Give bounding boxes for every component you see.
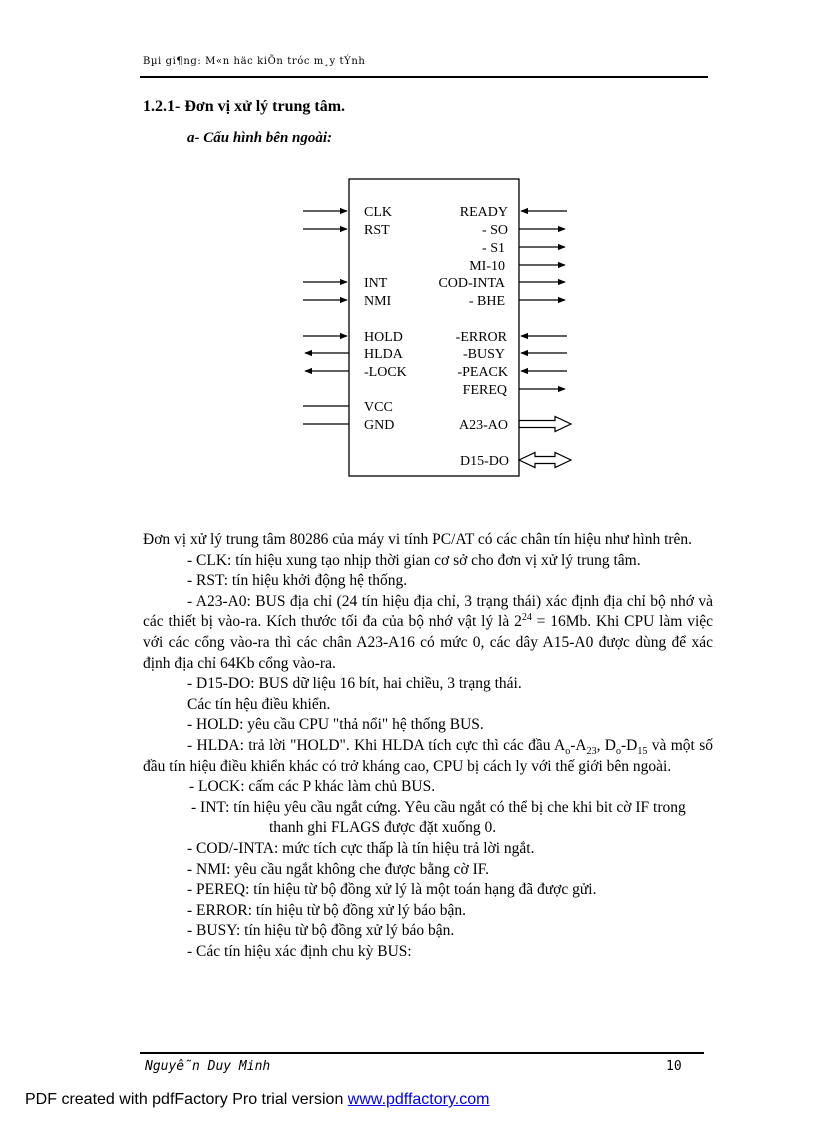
pin-label-lock: -LOCK (364, 365, 407, 380)
clk-description: - CLK: tín hiệu xung tạo nhịp thời gian cơ sở cho đơn vị xử lý trung tâm. (187, 551, 641, 569)
power-exponent: 24 (521, 612, 532, 624)
control-signals-heading: Các tín hệu điều khiển. (187, 695, 331, 713)
subscript-15: 15 (637, 746, 648, 758)
pin-label-mio: MI-10 (469, 259, 505, 274)
hold-description: - HOLD: yêu cầu CPU "thả nổi" hệ thống BUS. (187, 716, 484, 734)
pin-label-hlda: HLDA (364, 347, 403, 362)
cpu-pin-diagram (0, 0, 816, 520)
hlda-text-e: và một số đầu tín hiệu điều khiển khác có trở kháng cao, CPU bị cách ly với thế giới bên ngoài. (143, 736, 713, 775)
pereq-description: - PEREQ: tín hiệu từ bộ đồng xử lý là một toán hạng đã được gửi. (187, 881, 597, 899)
int-description: - INT: tín hiệu yêu cầu ngắt cứng. Yêu cầu ngắt có thể bị che khi bit cờ IF trong thanh ghi FLAGS được đặt xuống 0. (191, 798, 686, 837)
pin-label-a23-a0: A23-AO (459, 418, 508, 433)
hlda-text-a: - HLDA: trả lời "HOLD". Khi HLDA tích cực thì các đầu A (187, 736, 566, 754)
pin-label-cod-inta: COD-INTA (438, 276, 505, 291)
subscript-o: o (565, 746, 571, 758)
busy-description: - BUSY: tín hiệu từ bộ đồng xử lý báo bận. (187, 922, 455, 940)
bus-cycle-description: - Các tín hiệu xác định chu kỳ BUS: (187, 942, 412, 960)
lock-description: - LOCK: cấm các P khác làm chủ BUS. (189, 778, 436, 796)
data-bus-arrow (519, 453, 571, 468)
hlda-text-b: -A (570, 736, 587, 754)
footer-rule (140, 1052, 704, 1054)
pin-label-so: - SO (481, 223, 508, 238)
intro-paragraph: Đơn vị xử lý trung tâm 80286 của máy vi tính PC/AT có các chân tín hiệu như hình trên. (143, 531, 693, 548)
pin-label-bhe: - BHE (468, 294, 505, 309)
error-description: - ERROR: tín hiệu từ bộ đồng xử lý báo bận. (187, 901, 466, 919)
pdf-creator-note (25, 1091, 489, 1109)
hlda-description (143, 736, 713, 777)
data-bus-description: - D15-DO: BUS dữ liệu 16 bít, hai chiều, 3 trạng thái. (187, 675, 522, 693)
body-text (143, 530, 713, 962)
address-bus-text-a: - A23-A0: BUS địa chỉ (24 tín hiệu địa chỉ, 3 trạng thái) xác định địa chỉ bộ nhớ và các thiết bị vào-ra. Kích thước tối đa của bộ nhớ vật lý là 2 (143, 592, 713, 631)
footer-author: Nguyễn Duy Minh (145, 1059, 271, 1074)
hlda-text-d: -D (621, 736, 638, 754)
pin-label-peack: -PEACK (457, 365, 508, 380)
pdf-note-text: PDF created with pdfFactory Pro trial version (25, 1091, 348, 1108)
pin-label-clk: CLK (364, 205, 392, 220)
page-number: 10 (666, 1059, 682, 1074)
address-bus-arrow (519, 417, 571, 432)
nmi-description: - NMI: yêu cầu ngắt không che được bằng cờ IF. (187, 860, 490, 878)
pin-label-gnd: GND (364, 418, 395, 433)
pin-label-hold: HOLD (364, 330, 403, 345)
pin-label-d15-d0: D15-DO (460, 454, 509, 469)
pin-label-nmi: NMI (364, 294, 392, 309)
pin-label-vcc: VCC (364, 400, 393, 415)
pin-label-error: -ERROR (455, 330, 507, 345)
address-bus-description (143, 592, 713, 674)
address-bus-text-b: = 16Mb. Khi CPU làm việc với các cổng vào-ra thì các chân A23-A16 có mức 0, các dây A15-A0 được dùng để xác định địa chỉ 64Kb cổng vào-ra. (143, 613, 714, 672)
pin-label-ready: READY (459, 205, 508, 220)
hlda-text-c: , D (596, 736, 616, 754)
page-header: Bµi gi¶ng: M«n häc kiÕn tróc m¸y tÝnh (143, 56, 366, 67)
pin-label-fereq: FEREQ (462, 383, 507, 398)
subsection-title: a- Cấu hình bên ngoài: (187, 130, 333, 146)
subscript-o: o (616, 746, 621, 758)
pin-label-s1: - S1 (482, 241, 505, 256)
pin-label-int: INT (364, 276, 388, 291)
section-title: 1.2.1- Đơn vị xử lý trung tâm. (143, 98, 346, 115)
subscript-23: 23 (586, 746, 597, 758)
cod-inta-description: - COD/-INTA: mức tích cực thấp là tín hiệu trả lời ngắt. (187, 839, 535, 857)
pin-label-rst: RST (364, 223, 390, 238)
rst-description: - RST: tín hiệu khởi động hệ thống. (187, 572, 408, 590)
pdffactory-link[interactable]: www.pdffactory.com (347, 1091, 490, 1108)
pin-label-busy: -BUSY (462, 347, 505, 362)
